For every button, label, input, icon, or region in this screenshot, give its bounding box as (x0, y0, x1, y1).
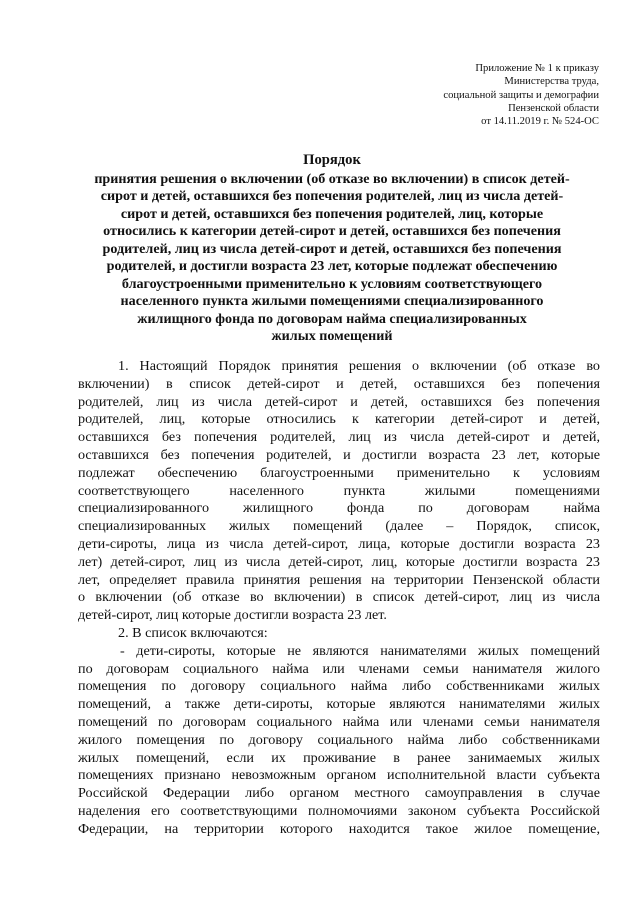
text-line: наделения его соответствующими полномочиями законом субъекта Российской (78, 802, 600, 819)
text-line: жилых помещений, если их проживание в ранее занимаемых жилых (78, 749, 600, 766)
title-line: жилых помещений (271, 328, 393, 344)
paragraph-1 (78, 358, 600, 625)
title-line: родителей, лиц из числа детей-сирот и детей, оставшихся без попечения (102, 240, 562, 257)
title-line: благоустроенными применительно к условиям соответствующего (121, 275, 543, 292)
text-line: дети-сироты, лица из числа детей-сирот, лица, которые достигли возраста 23 (78, 535, 600, 552)
text-line: помещениях признано невозможным органом исполнительной власти субъекта (78, 767, 600, 784)
text-line: соответствующего населенного пункта жилыми помещениями (78, 482, 600, 499)
text-line: лет) детей-сирот, лиц из числа детей-сирот, лиц, которые достигли возраста 23 (78, 553, 600, 570)
text-line: включении) в список детей-сирот и детей, оставшихся без попечения (78, 375, 600, 392)
paragraph-3 (78, 643, 600, 839)
title-line: родителей, и достигли возраста 23 лет, которые подлежат обеспечению (106, 258, 558, 274)
title-line: сирот и детей, оставшихся без попечения родителей, лиц из числа детей- (100, 188, 564, 204)
text-line: о включении (об отказе во включении) в список детей-сирот, лиц из числа (78, 589, 600, 606)
appendix-line: социальной защиты и демографии (443, 89, 599, 101)
text-line: Российской Федерации либо органом местного самоуправления в случае (78, 785, 600, 802)
text-line: Федерации, на территории которого находится такое жилое помещение, (78, 820, 600, 837)
text-line: - дети-сироты, которые не являются нанимателями жилых помещений (120, 642, 600, 659)
title-heading: Порядок (303, 152, 361, 168)
appendix-note (443, 62, 599, 128)
appendix-line: Пензенской области (508, 102, 599, 114)
text-line: специализированного жилищного фонда по договорам найма (78, 500, 600, 517)
text-line: лет, определяет правила принятия решения на территории Пензенской области (78, 571, 600, 588)
title-line: принятия решения о включении (об отказе во включении) в список детей- (94, 170, 570, 187)
text-line: по договорам социального найма или членами семьи нанимателя жилого (78, 660, 600, 677)
document-body (78, 358, 600, 839)
document-title (64, 152, 600, 346)
title-line: населенного пункта жилыми помещениями специализированного (120, 293, 544, 309)
title-line: сирот и детей, оставшихся без попечения родителей, лиц, которые (120, 205, 544, 222)
text-line: оставшихся без попечения родителей, и достигли возраста 23 лет, которые (78, 446, 600, 463)
appendix-line: Министерства труда, (504, 76, 599, 88)
text-line: помещений по договорам социального найма или членами семьи нанимателя (78, 713, 600, 730)
text-line: 1. Настоящий Порядок принятия решения о включении (об отказе во (118, 358, 600, 374)
text-line: оставшихся без попечения родителей, лиц из числа детей-сирот и детей, (78, 429, 600, 446)
text-line: помещения по договору социального найма либо собственниками жилых (78, 678, 600, 695)
text-line: помещений, а также дети-сироты, которые являются нанимателями жилых (78, 696, 600, 713)
text-line: родителей, лиц из числа детей-сирот и детей, оставшихся без попечения (78, 393, 600, 410)
text-line: детей-сирот, лиц которые достигли возраста 23 лет. (78, 607, 387, 624)
paragraph-2: 2. В список включаются: (118, 624, 268, 641)
text-line: родителей, лиц, которые относились к категории детей-сирот и детей, (78, 411, 600, 428)
appendix-line: Приложение № 1 к приказу (475, 63, 599, 74)
title-line: относились к категории детей-сирот и детей, оставшихся без попечения (103, 223, 561, 239)
text-line: специализированных жилых помещений (далее – Порядок, список, (78, 518, 600, 535)
title-line: жилищного фонда по договорам найма специализированных (137, 310, 527, 327)
text-line: жилого помещения по договору социального найма либо собственниками (78, 731, 600, 748)
appendix-line: от 14.11.2019 г. № 524-ОС (481, 116, 599, 128)
text-line: подлежат обеспечению благоустроенными применительно к условиям (78, 464, 600, 481)
